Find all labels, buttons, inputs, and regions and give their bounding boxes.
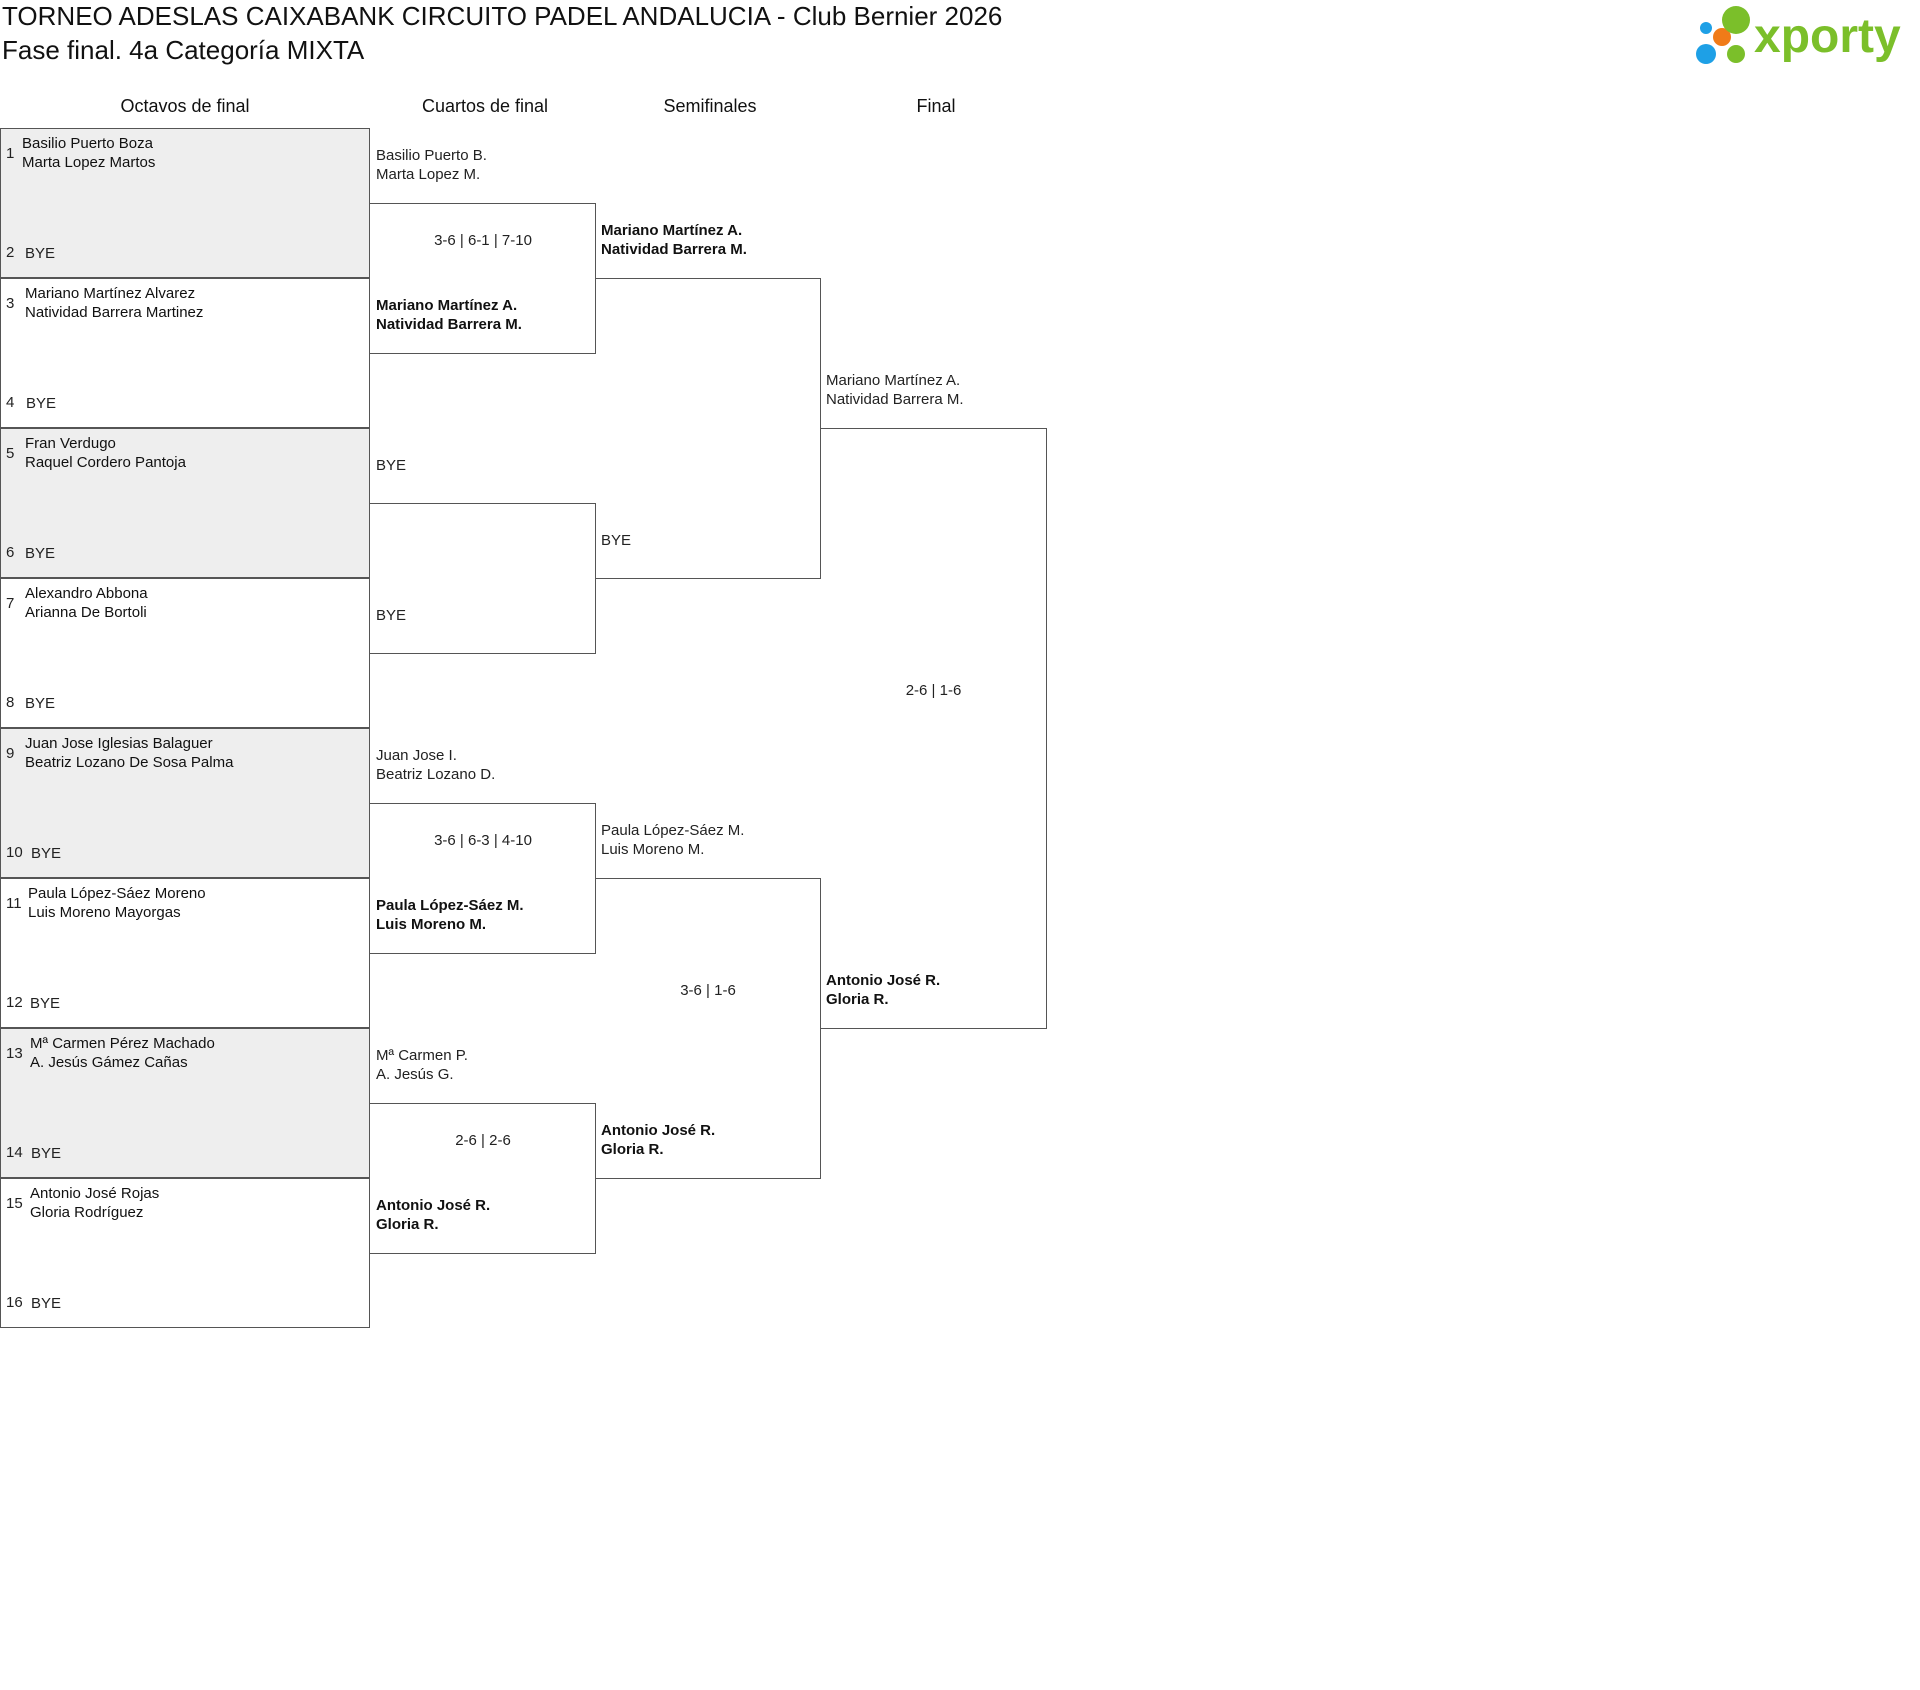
player-name: Beatriz Lozano De Sosa Palma — [25, 754, 234, 771]
seed-number: 1 — [6, 145, 15, 162]
pair-name: BYE — [376, 607, 407, 624]
seed-number: 8 — [6, 694, 15, 711]
champion-name: Antonio José R. — [826, 972, 941, 989]
pair-name: Marta Lopez M. — [376, 166, 481, 183]
pair-name: Mariano Martínez A. — [826, 372, 961, 389]
xporty-logo-icon — [1692, 2, 1918, 70]
bye-label: BYE — [31, 1295, 62, 1312]
svg-text:xporty: xporty — [1754, 10, 1901, 63]
winner-name: Luis Moreno M. — [376, 916, 486, 933]
player-name: Basilio Puerto Boza — [22, 135, 153, 152]
player-name: Raquel Cordero Pantoja — [25, 454, 186, 471]
champion-name: Gloria R. — [826, 991, 889, 1008]
winner-name: Mariano Martínez A. — [376, 297, 518, 314]
pair-name: Luis Moreno M. — [601, 841, 705, 858]
seed-number: 13 — [6, 1045, 23, 1062]
pair-name: Basilio Puerto B. — [376, 147, 487, 164]
pair-name: BYE — [376, 457, 407, 474]
seed-number: 12 — [6, 994, 23, 1011]
tournament-title: TORNEO ADESLAS CAIXABANK CIRCUITO PADEL ANDALUCIA - Club Bernier 2026 — [2, 1, 1003, 31]
seed-number: 9 — [6, 745, 15, 762]
player-name: Fran Verdugo — [25, 435, 116, 452]
winner-name: Natividad Barrera M. — [376, 316, 522, 333]
xporty-logo — [1692, 2, 1918, 70]
pair-name: Beatriz Lozano D. — [376, 766, 496, 783]
player-name: A. Jesús Gámez Cañas — [30, 1054, 188, 1071]
winner-name: Gloria R. — [601, 1141, 664, 1158]
seed-number: 10 — [6, 844, 23, 861]
player-name: Natividad Barrera Martinez — [25, 304, 204, 321]
bye-label: BYE — [26, 395, 57, 412]
player-name: Arianna De Bortoli — [25, 604, 147, 621]
seed-number: 7 — [6, 595, 15, 612]
player-name: Antonio José Rojas — [30, 1185, 160, 1202]
player-name: Gloria Rodríguez — [30, 1204, 144, 1221]
seed-number: 3 — [6, 295, 15, 312]
round-header-semis: Semifinales — [663, 96, 757, 116]
seed-number: 14 — [6, 1144, 23, 1161]
seed-number: 5 — [6, 445, 15, 462]
bye-label: BYE — [31, 1145, 62, 1162]
match-score: 3-6 | 6-3 | 4-10 — [434, 832, 532, 849]
pair-name: Natividad Barrera M. — [826, 391, 964, 408]
round-header-final: Final — [916, 96, 956, 116]
final-connector — [820, 428, 1047, 1029]
seed-number: 4 — [6, 394, 15, 411]
round-header-cuartos: Cuartos de final — [421, 96, 549, 116]
seed-number: 6 — [6, 544, 15, 561]
winner-name: Antonio José R. — [601, 1122, 716, 1139]
cuartos-connector-2 — [370, 503, 596, 654]
player-name: Mª Carmen Pérez Machado — [30, 1035, 215, 1052]
bye-label: BYE — [25, 245, 56, 262]
bye-label: BYE — [31, 845, 62, 862]
seed-number: 15 — [6, 1195, 23, 1212]
bye-label: BYE — [30, 995, 61, 1012]
winner-name: Paula López-Sáez M. — [376, 897, 524, 914]
winner-name: Antonio José R. — [376, 1197, 491, 1214]
pair-name: A. Jesús G. — [376, 1066, 454, 1083]
seed-number: 16 — [6, 1294, 23, 1311]
bye-label: BYE — [25, 545, 56, 562]
winner-name: Gloria R. — [376, 1216, 439, 1233]
player-name: Luis Moreno Mayorgas — [28, 904, 181, 921]
pair-name: BYE — [601, 532, 632, 549]
pair-name: Paula López-Sáez M. — [601, 822, 745, 839]
bye-label: BYE — [25, 695, 56, 712]
seed-number: 2 — [6, 244, 15, 261]
player-name: Paula López-Sáez Moreno — [28, 885, 206, 902]
pair-name: Juan Jose I. — [376, 747, 457, 764]
player-name: Juan Jose Iglesias Balaguer — [25, 735, 213, 752]
match-score: 3-6 | 6-1 | 7-10 — [434, 232, 532, 249]
player-name: Alexandro Abbona — [25, 585, 148, 602]
match-score: 2-6 | 1-6 — [905, 682, 962, 699]
phase-subtitle: Fase final. 4a Categoría MIXTA — [2, 35, 365, 65]
player-name: Marta Lopez Martos — [22, 154, 156, 171]
round-header-octavos: Octavos de final — [120, 96, 250, 116]
match-score: 3-6 | 1-6 — [680, 982, 736, 999]
player-name: Mariano Martínez Alvarez — [25, 285, 196, 302]
seed-number: 11 — [6, 895, 22, 912]
winner-name: Mariano Martínez A. — [601, 222, 743, 239]
match-score: 2-6 | 2-6 — [455, 1132, 511, 1149]
winner-name: Natividad Barrera M. — [601, 241, 747, 258]
pair-name: Mª Carmen P. — [376, 1047, 468, 1064]
